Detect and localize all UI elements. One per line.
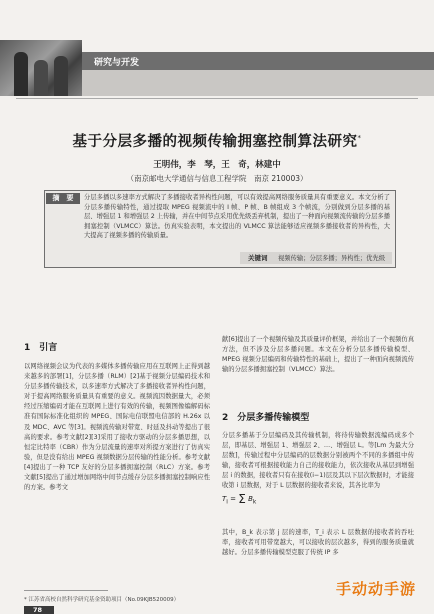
authors: 王明伟，李 琴，王 奇，林建中: [153, 160, 281, 170]
column-label: 研究与开发: [94, 58, 140, 68]
abstract-text: 分层多播以多速率方式解决了多播接收者异构性问题，可以有效提高网络服务质量具有重要意义。本文分析了分层多播传输特性，通过提取 MPEG 视频流中的 I 帧、P 帧、B 帧组成 3 个帧流，分别做到分层多播的基层、增强层 1 和增强层 2 上传输，并在中间节点采用优先级丢弃机制，提出了一种面向视频流传输的分层多播拥塞控制（VLMCC）算法。仿真实验表明，本文提出的 VLMCC 算法能够适应视频多播接收者的异构性，大大提高了视频多播的传输质量。: [84, 194, 390, 240]
header-rule: [16, 98, 418, 99]
formula-symbol: T: [222, 495, 227, 503]
page-number: 78: [33, 606, 43, 614]
paper-title: [0, 130, 434, 151]
keywords-text: 视频传输；分层多播；异构性；优先级: [278, 255, 386, 262]
header-photo: [0, 40, 82, 96]
right-column-intro-continued: 献[6]提出了一个视频传输及其质量评价框架，并给出了一个视频仿真方法，但不涉及分层多播问题。本文在分析分层多播传输模型、MPEG 视频分层编码和传输特性的基础上，提出了一种面向视频流传输的分层多播拥塞控制（VLMCC）算法。: [222, 336, 414, 374]
formula-sum-sign: Σ: [238, 492, 246, 506]
affiliation: （南京邮电大学通信与信息工程学院 南京 210003）: [126, 174, 308, 183]
keywords-label: 关键词: [248, 254, 268, 262]
watermark-logo: 手动动手游: [336, 580, 417, 598]
column-header-bar: [82, 52, 434, 70]
photo-figure: [14, 52, 28, 96]
page-number-box: [24, 606, 54, 614]
footnote-rule: [24, 590, 108, 591]
throughput-formula: [222, 492, 414, 506]
header-gray-band: [82, 70, 434, 96]
section-2-body-continued: 其中，B_k 表示第 j 层的速率，T_i 表示 L 层数据的接收者的吞吐率，接收者可用带宽越大，可以接收的层次越多，得到的服务质量就越好。分层多播传输模型克服了传统 IP 多: [222, 529, 414, 557]
section-1-heading: 1 引言: [24, 343, 58, 353]
section-2-heading: 2 分层多播传输模型: [222, 413, 310, 423]
section-2-body: 分层多播基于分层编码及其传输机制，将待传输数据流编码成多个层，即基层、增强层 1、增强层 2、…、增强层 L。等[Lm 为最大分层数]，传输过程中分层编码的层数据分别被两个不同的多播组中传输，接收者可根据接收能力自己的接收能力，依次接收从基层到增强层 i 的数据，接收者只有在接收(i−1)层及其以下层次数据时，才能接收第 i 层数据，对于 L 层数据的接收者来说，其各比率为: [222, 432, 414, 490]
photo-figure: [54, 56, 68, 96]
formula-term: B: [248, 495, 253, 503]
formula-equals: =: [230, 495, 237, 503]
section-1-body: 以网络视频会议为代表的多媒体多播传输应用在互联网上正得到越来越多的部署[1]，分层多播（RLM）[2]基于视频分层编码技术和分层多播传输技术，以多速率方式解决了多播接收者异构性问题，对于提高网络服务质量具有重要的意义。视频流因数据量大，必须经过压缩编码才能在互联网上进行有效的传输，视频图像编解码标准有国际标准化组织的 MPEG、国际电信联盟电信部的 H.26x 以及 MDC、AVC 等[3]。视频流传输对带宽、时延及抖动等提出了很高的要求。参考文献[2][3]采用了接收方驱动的分层多播思想，以恒定比特率（CBR）作为分层流量的速率对所提方案进行了仿真实验，但是没有给出 MPEG 视频数据分层传输的性能分析。参考文献[4]提出了一种 TCP 友好的分层多播拥塞控制（RLC）方案。参考文献[5]提出了通过增加网络中间节点缓存分层多播拥塞控制响应性的方案。参考文: [24, 363, 210, 492]
paper-title-text: 基于分层多播的视频传输拥塞控制算法研究: [72, 134, 358, 150]
formula-subscript: i: [226, 499, 228, 506]
abstract-label: 摘 要: [46, 193, 80, 204]
title-footnote-mark: *: [357, 134, 362, 143]
formula-term-subscript: k: [252, 499, 257, 506]
footnote: * 江苏省高校自然科学研究基金资助项目（No.09KJB520009）: [24, 597, 180, 603]
photo-figure: [34, 60, 48, 96]
